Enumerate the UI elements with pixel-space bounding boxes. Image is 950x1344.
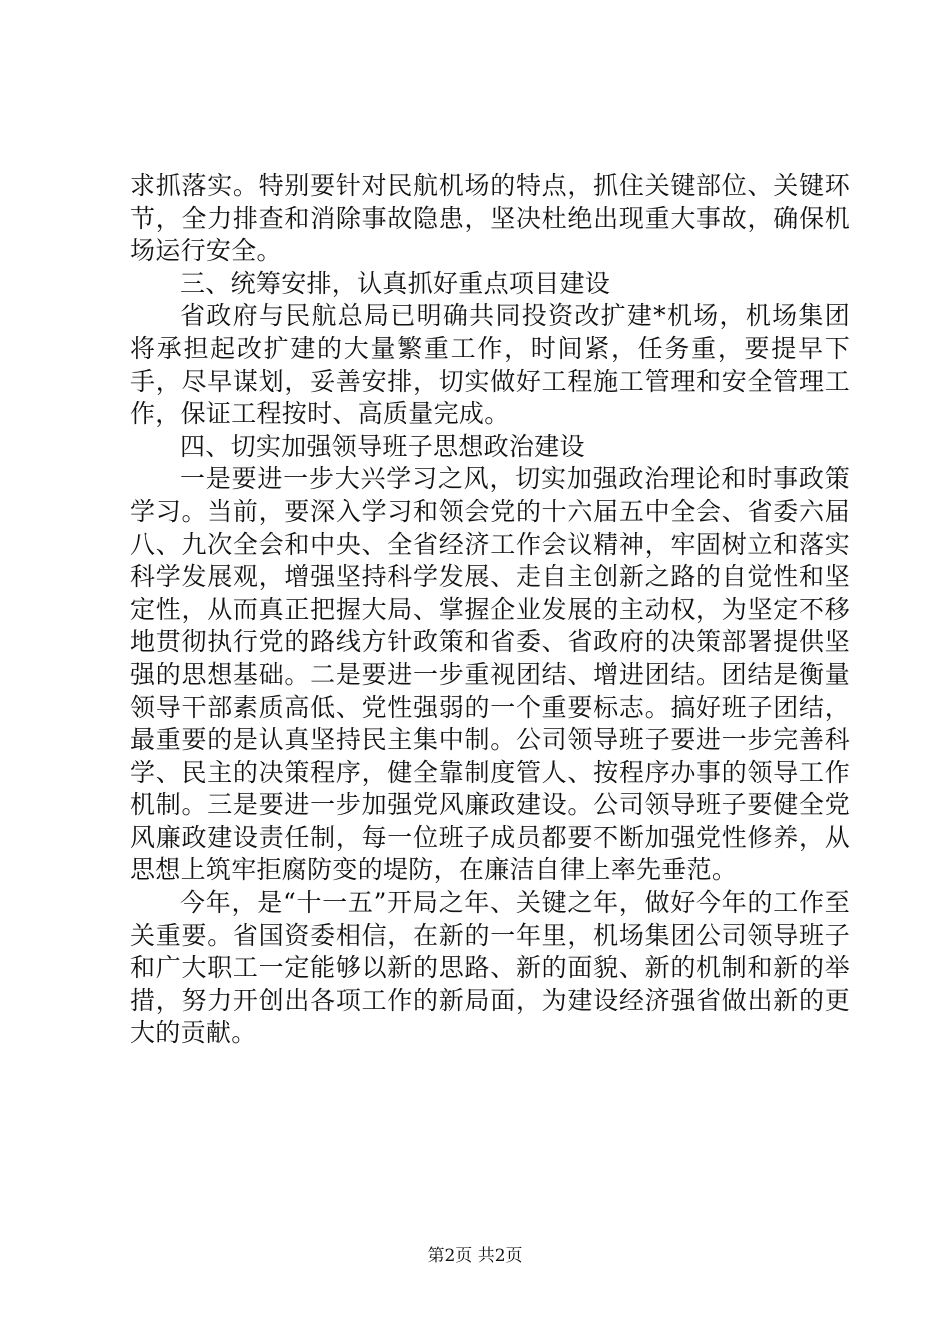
paragraph-project-construction: 省政府与民航总局已明确共同投资改扩建*机场，机场集团将承担起改扩建的大量繁重工作，时间紧，任务重，要提早下手，尽早谋划，妥善安排，切实做好工程施工管理和安全管理工作，保证工程按时、高质量完成。: [130, 301, 850, 429]
section-heading-4: 四、切实加强领导班子思想政治建设: [180, 431, 585, 461]
paragraph-conclusion: 今年，是“十一五”开局之年、关键之年，做好今年的工作至关重要。省国资委相信，在新的一年里，机场集团公司领导班子和广大职工一定能够以新的思路、新的面貌、新的机制和新的举措，努力开创出各项工作的新局面，为建设经济强省做出新的更大的贡献。: [130, 888, 850, 1048]
document-body: [130, 170, 850, 1050]
page-number-footer: 第2页 共2页: [427, 1246, 523, 1266]
paragraph-leadership-building: 一是要进一步大兴学习之风，切实加强政治理论和时事政策学习。当前，要深入学习和领会党的十六届五中全会、省委六届八、九次全会和中央、全省经济工作会议精神，牢固树立和落实科学发展观，增强坚持科学发展、走自主创新之路的自觉性和坚定性，从而真正把握大局、掌握企业发展的主动权，为坚定不移地贯彻执行党的路线方针政策和省委、省政府的决策部署提供坚强的思想基础。二是要进一步重视团结、增进团结。团结是衡量领导干部素质高低、党性强弱的一个重要标志。搞好班子团结，最重要的是认真坚持民主集中制。公司领导班子要进一步完善科学、民主的决策程序，健全靠制度管人、按程序办事的领导工作机制。三是要进一步加强党风廉政建设。公司领导班子要健全党风廉政建设责任制，每一位班子成员都要不断加强党性修养，从思想上筑牢拒腐防变的堤防，在廉洁自律上率先垂范。: [130, 464, 850, 885]
paragraph-continuation: 求抓落实。特别要针对民航机场的特点，抓住关键部位、关键环节，全力排查和消除事故隐患，坚决杜绝出现重大事故，确保机场运行安全。: [130, 171, 850, 266]
section-heading-3: 三、统筹安排，认真抓好重点项目建设: [180, 268, 611, 298]
